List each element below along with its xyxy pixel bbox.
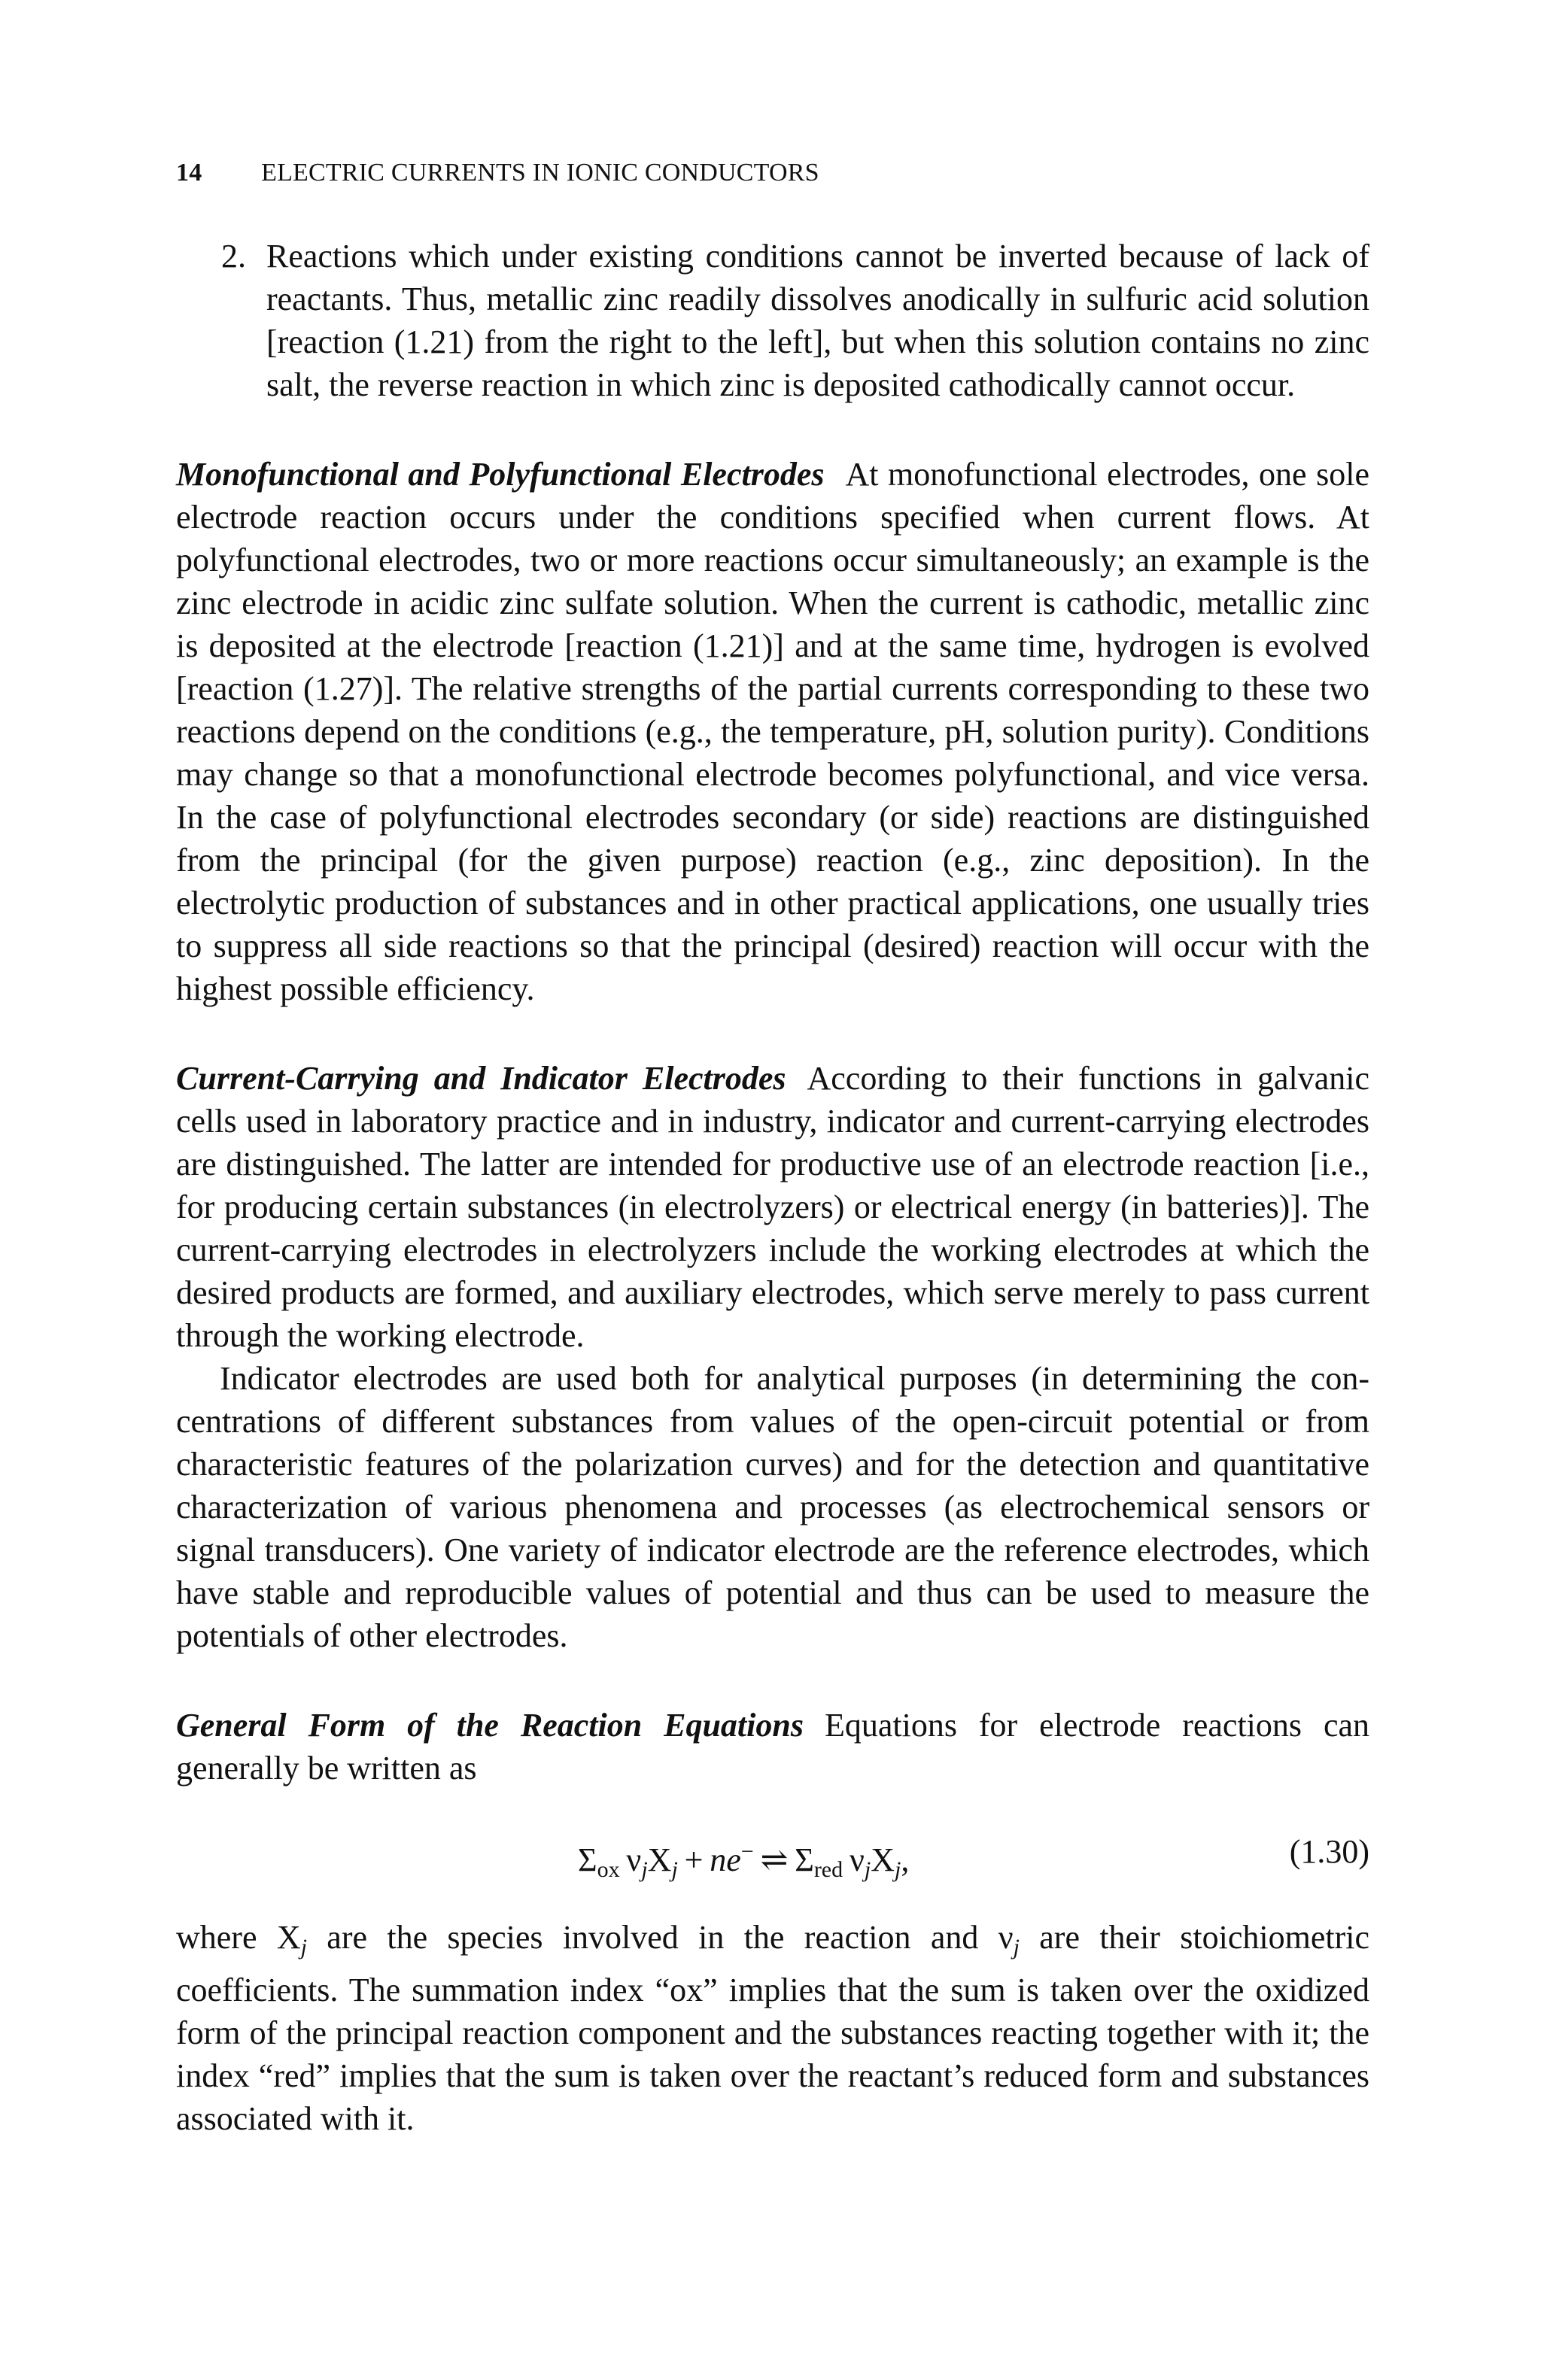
paragraph (176, 1704, 1369, 1790)
paragraph: where $X_j$ are the species involved in the reaction and $\nu_j$ are their stoichiometric coefficients. The summation index “ox” implies that the sum is taken over the oxidized form of the principal reaction component and the substances reacting together with it; the index “red” implies that the sum is taken over the reactant’s reduced form and substances associated with it. (176, 1919, 1370, 2137)
equation-number: (1.30) (1289, 1833, 1369, 1870)
list-item-text: Reactions which under existing conditions cannot be inverted because of lack of reactants. Thus, metallic zinc readily dissolves anodically in sulfuric acid solution [reaction (1.21) from the right to the left], but when this solution contains no zinc salt, the reverse reaction in which zinc is deposited cathodically cannot occur. (266, 238, 1369, 403)
section-heading: Monofunctional and Polyfunctional Electrodes (176, 456, 825, 493)
paragraph: Indicator electrodes are used both for analytical purposes (in determining the concentrations of different substances from values of the open-circuit potential or from characteristic features of the polarization curves) and for the detection and quantitative characterization of various phenomena and processes (as electrochemical sensors or signal transducers). One variety of indicator electrode are the reference electrodes, which have stable and reproducible values of potential and thus can be used to measure the potentials of other electrodes. (176, 1360, 1369, 1654)
section-heading: General Form of the Reaction Equations (176, 1707, 804, 1744)
paragraph-text: According to their functions in galvanic cells used in laboratory practice and in industry, indicator and current-carrying electrodes are distinguished. The latter are intended for productive use of an electrode reaction [i.e., for producing certain substances (in electrolyzers) or electrical energy (in batteries)]. The current-carrying electrodes in electrolyzers include the working electrodes at which the desired products are formed, and auxiliary electrodes, which serve merely to pass current through the working electrode. (176, 1060, 1369, 1354)
page-number: 14 (176, 159, 202, 187)
list-item (176, 235, 1369, 406)
equation-row (176, 1826, 1369, 1882)
paragraph-text: At monofunctional electrodes, one sole electrode reaction occurs under the conditions specified when current flows. At polyfunctional electrodes, two or more reactions occur simultaneously; an example is the zinc electrode in acidic zinc sulfate solution. When the current is cathodic, metallic zinc is deposited at the electrode [reaction (1.21)] and at the same time, hydrogen is evolved [reaction (1.27)]. The relative strengths of the partial currents corresponding to these two reactions depend on the conditions (e.g., the temperature, pH, solution purity). Conditions may change so that a monofunctional electrode becomes polyfunctional, and vice versa. In the case of polyfunctional electrodes secondary (or side) reactions are distinguished from the principal (for the given purpose) reaction (e.g., zinc deposition). In the electrolytic production of substances and in other practical applications, one usually tries to suppress all side reactions so that the principal (desired) reaction will occur with the highest possible efficiency. (176, 456, 1369, 1007)
running-title: ELECTRIC CURRENTS IN IONIC CONDUCTORS (261, 159, 819, 187)
section-general-form (176, 1704, 1369, 2140)
paragraph-text: Equations for electrode reactions can generally be written as (176, 1707, 1370, 1787)
equation: $\Sigma_{ox}$ $\nu_jX_j + ne^-$ ⇌ $\Sigma_{red}$ $\nu_jX_j$, (578, 1839, 910, 1882)
section-monofunctional (176, 453, 1369, 1010)
section-heading: Current-Carrying and Indicator Electrodes (176, 1060, 786, 1097)
page (176, 150, 1369, 2140)
list-item-number: 2. (221, 238, 246, 275)
running-head (176, 150, 1369, 196)
section-current-carrying (176, 1057, 1369, 1657)
paragraph (176, 453, 1369, 1010)
paragraph (176, 1057, 1369, 1357)
